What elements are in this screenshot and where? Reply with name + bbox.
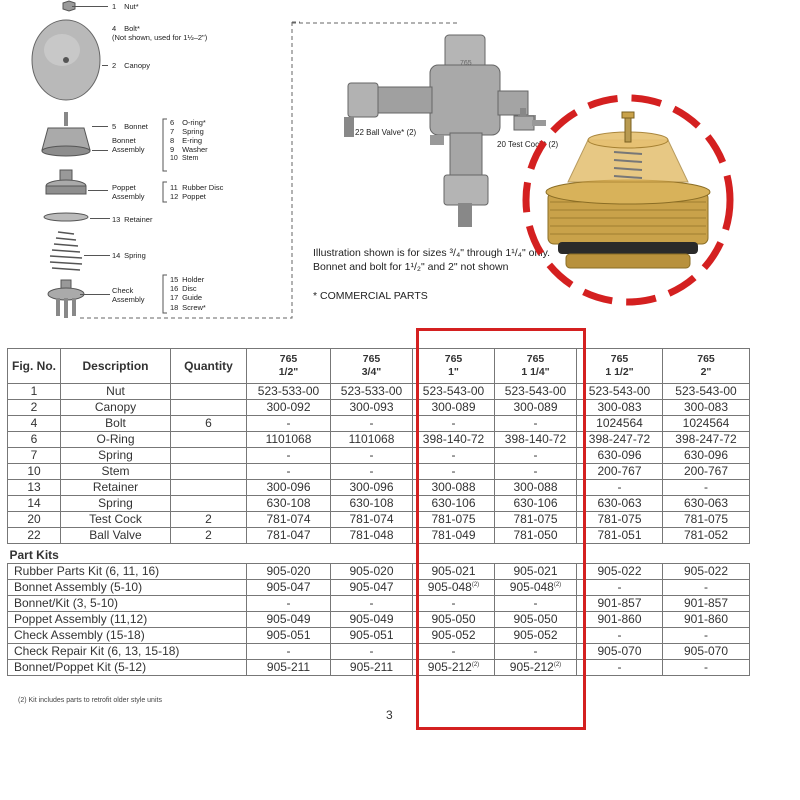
fig-cell: 13 xyxy=(8,480,61,496)
kit-description-cell: Check Repair Kit (6, 13, 15-18) xyxy=(8,644,247,660)
part-number-cell: 781-051 xyxy=(577,528,663,544)
description-cell: Ball Valve xyxy=(61,528,171,544)
label-washer: 9 Washer xyxy=(170,145,208,154)
part-number-cell: - xyxy=(247,416,331,432)
part-number-cell: 200-767 xyxy=(577,464,663,480)
kit-part-number-cell: 905-047 xyxy=(331,580,413,596)
quantity-cell xyxy=(171,480,247,496)
kit-part-number-cell: 905-212$^{(2)}$ xyxy=(413,660,495,676)
page-number: 3 xyxy=(386,708,393,722)
part-number-cell: - xyxy=(577,480,663,496)
header-fig: Fig. No. xyxy=(8,349,61,384)
kit-part-number-cell: 905-049 xyxy=(331,612,413,628)
part-number-cell: 781-075 xyxy=(413,512,495,528)
kit-part-number-cell: 905-047 xyxy=(247,580,331,596)
kit-row xyxy=(8,612,750,628)
fig-cell: 7 xyxy=(8,448,61,464)
part-number-cell: 630-096 xyxy=(577,448,663,464)
label-guide: 17 Guide xyxy=(170,293,203,302)
part-number-cell: 300-083 xyxy=(577,400,663,416)
commercial-note: * COMMERCIAL PARTS xyxy=(313,290,428,302)
table-row xyxy=(8,384,750,400)
header-size-4: 765 1 1/2" xyxy=(577,349,663,384)
table-row xyxy=(8,496,750,512)
kit-part-number-cell: - xyxy=(495,596,577,612)
label-stem: 10 Stem xyxy=(170,155,199,162)
label-test-cock: 20 Test Cock* (2) xyxy=(497,140,559,149)
description-cell: Test Cock xyxy=(61,512,171,528)
kit-part-number-cell: 905-048$^{(2)}$ xyxy=(413,580,495,596)
part-number-cell: 398-247-72 xyxy=(577,432,663,448)
part-number-cell: 1101068 xyxy=(331,432,413,448)
label-oring: 6 O-ring* xyxy=(170,118,206,127)
label-bonnet-assembly-1: Bonnet xyxy=(112,136,136,145)
kit-part-number-cell: - xyxy=(577,660,663,676)
kit-part-number-cell: 905-052 xyxy=(413,628,495,644)
header-size-5: 765 2" xyxy=(663,349,750,384)
part-number-cell: 300-092 xyxy=(247,400,331,416)
part-number-cell: 300-096 xyxy=(247,480,331,496)
description-cell: Retainer xyxy=(61,480,171,496)
part-number-cell: 1024564 xyxy=(577,416,663,432)
svg-text:765: 765 xyxy=(460,60,472,67)
part-number-cell: - xyxy=(413,416,495,432)
header-size-3: 765 1 1/4" xyxy=(495,349,577,384)
part-number-cell: 781-050 xyxy=(495,528,577,544)
quantity-cell: 6 xyxy=(171,416,247,432)
table-row xyxy=(8,512,750,528)
label-poppet: 12 Poppet xyxy=(170,192,206,201)
part-number-cell: 781-075 xyxy=(577,512,663,528)
table-row xyxy=(8,448,750,464)
kit-part-number-cell: - xyxy=(577,580,663,596)
kit-part-number-cell: - xyxy=(247,596,331,612)
kit-row xyxy=(8,596,750,612)
quantity-cell xyxy=(171,384,247,400)
header-size-1: 765 3/4" xyxy=(331,349,413,384)
label-retainer: 13 Retainer xyxy=(112,215,153,224)
table-row xyxy=(8,528,750,544)
part-number-cell: 300-089 xyxy=(495,400,577,416)
part-number-cell: 781-074 xyxy=(331,512,413,528)
fig-cell: 1 xyxy=(8,384,61,400)
fig-cell: 22 xyxy=(8,528,61,544)
part-number-cell: - xyxy=(495,416,577,432)
part-number-cell: - xyxy=(247,448,331,464)
label-bolt-note: (Not shown, used for 1½–2") xyxy=(112,33,208,42)
part-number-cell: 300-093 xyxy=(331,400,413,416)
label-poppet-assembly-2: Assembly xyxy=(112,192,145,201)
label-canopy: 2 Canopy xyxy=(112,61,150,70)
parts-table xyxy=(7,348,750,676)
part-number-cell: 523-533-00 xyxy=(247,384,331,400)
kit-part-number-cell: 905-070 xyxy=(663,644,750,660)
kits-section-title: Part Kits xyxy=(8,544,750,564)
part-number-cell: 300-089 xyxy=(413,400,495,416)
part-number-cell: 398-247-72 xyxy=(663,432,750,448)
part-number-cell: 781-047 xyxy=(247,528,331,544)
part-number-cell: 200-767 xyxy=(663,464,750,480)
kit-part-number-cell: - xyxy=(413,644,495,660)
label-bolt: 4 Bolt* xyxy=(112,24,140,33)
kit-part-number-cell: - xyxy=(495,644,577,660)
part-number-cell: - xyxy=(331,448,413,464)
label-spring-7: 7 Spring xyxy=(170,127,204,136)
part-number-cell: - xyxy=(663,480,750,496)
label-ering: 8 E-ring xyxy=(170,136,203,145)
label-screw: 18 Screw* xyxy=(170,303,206,312)
kit-row xyxy=(8,580,750,596)
kit-part-number-cell: - xyxy=(663,660,750,676)
part-number-cell: 398-140-72 xyxy=(413,432,495,448)
quantity-cell xyxy=(171,432,247,448)
kit-part-number-cell: 905-021 xyxy=(495,564,577,580)
kit-part-number-cell: 901-857 xyxy=(577,596,663,612)
brass-check-photo xyxy=(518,92,738,312)
kit-description-cell: Poppet Assembly (11,12) xyxy=(8,612,247,628)
part-number-cell: 300-083 xyxy=(663,400,750,416)
part-number-cell: 300-096 xyxy=(331,480,413,496)
kits-section-row xyxy=(8,544,750,564)
part-number-cell: - xyxy=(413,448,495,464)
table-row xyxy=(8,400,750,416)
kit-part-number-cell: 905-050 xyxy=(413,612,495,628)
table-row xyxy=(8,432,750,448)
kit-part-number-cell: - xyxy=(663,580,750,596)
part-number-cell: 630-106 xyxy=(413,496,495,512)
fig-cell: 10 xyxy=(8,464,61,480)
fig-cell: 4 xyxy=(8,416,61,432)
kit-part-number-cell: - xyxy=(331,644,413,660)
table-row xyxy=(8,480,750,496)
fig-cell: 14 xyxy=(8,496,61,512)
kit-description-cell: Bonnet/Poppet Kit (5-12) xyxy=(8,660,247,676)
description-cell: Stem xyxy=(61,464,171,480)
kit-description-cell: Bonnet/Kit (3, 5-10) xyxy=(8,596,247,612)
kit-row xyxy=(8,644,750,660)
kit-part-number-cell: - xyxy=(577,628,663,644)
header-quantity: Quantity xyxy=(171,349,247,384)
kit-part-number-cell: 905-048$^{(2)}$ xyxy=(495,580,577,596)
description-cell: O-Ring xyxy=(61,432,171,448)
table-row xyxy=(8,464,750,480)
quantity-cell xyxy=(171,464,247,480)
part-number-cell: - xyxy=(247,464,331,480)
table-header-row xyxy=(8,349,750,384)
part-number-cell: 781-075 xyxy=(495,512,577,528)
label-ball-valve: 22 Ball Valve* (2) xyxy=(355,128,417,137)
part-number-cell: 781-074 xyxy=(247,512,331,528)
part-number-cell: 630-096 xyxy=(663,448,750,464)
table-row xyxy=(8,416,750,432)
part-number-cell: 781-052 xyxy=(663,528,750,544)
kit-part-number-cell: 905-051 xyxy=(331,628,413,644)
kit-part-number-cell: 905-049 xyxy=(247,612,331,628)
kit-description-cell: Check Assembly (15-18) xyxy=(8,628,247,644)
kit-part-number-cell: 905-020 xyxy=(331,564,413,580)
quantity-cell: 2 xyxy=(171,528,247,544)
part-number-cell: - xyxy=(331,416,413,432)
quantity-cell xyxy=(171,448,247,464)
description-cell: Canopy xyxy=(61,400,171,416)
part-number-cell: 523-533-00 xyxy=(331,384,413,400)
part-number-cell: 1101068 xyxy=(247,432,331,448)
part-number-cell: 630-063 xyxy=(577,496,663,512)
description-cell: Nut xyxy=(61,384,171,400)
part-number-cell: 781-049 xyxy=(413,528,495,544)
label-disc: 16 Disc xyxy=(170,284,197,293)
kit-part-number-cell: 905-022 xyxy=(577,564,663,580)
illustration-note: Illustration shown is for sizes ³/₄" through 1¹/₄" only. Bonnet and bolt for 1¹/₂" and 2" not shown xyxy=(313,247,551,273)
kit-part-number-cell: 905-212$^{(2)}$ xyxy=(495,660,577,676)
part-number-cell: - xyxy=(331,464,413,480)
kit-description-cell: Bonnet Assembly (5-10) xyxy=(8,580,247,596)
part-number-cell: 630-106 xyxy=(495,496,577,512)
kit-part-number-cell: 905-050 xyxy=(495,612,577,628)
part-number-cell: 398-140-72 xyxy=(495,432,577,448)
kit-row xyxy=(8,628,750,644)
kit-part-number-cell: - xyxy=(663,628,750,644)
kit-description-cell: Rubber Parts Kit (6, 11, 16) xyxy=(8,564,247,580)
kit-part-number-cell: 901-857 xyxy=(663,596,750,612)
part-number-cell: 1024564 xyxy=(663,416,750,432)
part-number-cell: - xyxy=(495,448,577,464)
kit-part-number-cell: 901-860 xyxy=(663,612,750,628)
label-check-assembly-1: Check xyxy=(112,286,134,295)
part-number-cell: 630-063 xyxy=(663,496,750,512)
header-description: Description xyxy=(61,349,171,384)
kit-row xyxy=(8,564,750,580)
kit-row xyxy=(8,660,750,676)
fig-cell: 6 xyxy=(8,432,61,448)
label-check-assembly-2: Assembly xyxy=(112,295,145,304)
label-nut: 1 Nut* xyxy=(112,2,139,11)
kit-part-number-cell: 905-211 xyxy=(247,660,331,676)
label-bonnet: 5 Bonnet xyxy=(112,122,148,131)
part-number-cell: 523-543-00 xyxy=(413,384,495,400)
quantity-cell xyxy=(171,400,247,416)
description-cell: Spring xyxy=(61,496,171,512)
part-number-cell: - xyxy=(495,464,577,480)
kit-part-number-cell: 905-211 xyxy=(331,660,413,676)
fig-cell: 20 xyxy=(8,512,61,528)
part-number-cell: 630-108 xyxy=(331,496,413,512)
kit-part-number-cell: 905-022 xyxy=(663,564,750,580)
part-number-cell: 523-543-00 xyxy=(663,384,750,400)
kit-part-number-cell: 905-070 xyxy=(577,644,663,660)
kit-part-number-cell: 901-860 xyxy=(577,612,663,628)
part-number-cell: 523-543-00 xyxy=(577,384,663,400)
label-rubber-disc: 11 Rubber Disc xyxy=(170,183,224,192)
part-number-cell: 300-088 xyxy=(413,480,495,496)
quantity-cell xyxy=(171,496,247,512)
dashed-connector xyxy=(60,20,300,320)
part-number-cell: 300-088 xyxy=(495,480,577,496)
label-holder: 15 Holder xyxy=(170,275,205,284)
highlight-box xyxy=(416,328,586,730)
kit-part-number-cell: 905-021 xyxy=(413,564,495,580)
part-number-cell: 781-075 xyxy=(663,512,750,528)
kit-part-number-cell: - xyxy=(413,596,495,612)
footnote: (2) Kit includes parts to retrofit older style units xyxy=(18,697,162,704)
kit-part-number-cell: 905-020 xyxy=(247,564,331,580)
part-number-cell: - xyxy=(413,464,495,480)
kit-part-number-cell: - xyxy=(247,644,331,660)
part-number-cell: 630-108 xyxy=(247,496,331,512)
header-size-0: 765 1/2" xyxy=(247,349,331,384)
fig-cell: 2 xyxy=(8,400,61,416)
description-cell: Spring xyxy=(61,448,171,464)
label-bonnet-assembly-2: Assembly xyxy=(112,145,145,154)
kit-part-number-cell: - xyxy=(331,596,413,612)
part-number-cell: 781-048 xyxy=(331,528,413,544)
part-number-cell: 523-543-00 xyxy=(495,384,577,400)
kit-part-number-cell: 905-052 xyxy=(495,628,577,644)
description-cell: Bolt xyxy=(61,416,171,432)
header-size-2: 765 1" xyxy=(413,349,495,384)
kit-part-number-cell: 905-051 xyxy=(247,628,331,644)
quantity-cell: 2 xyxy=(171,512,247,528)
label-spring-14: 14 Spring xyxy=(112,251,146,260)
label-poppet-assembly-1: Poppet xyxy=(112,183,136,192)
